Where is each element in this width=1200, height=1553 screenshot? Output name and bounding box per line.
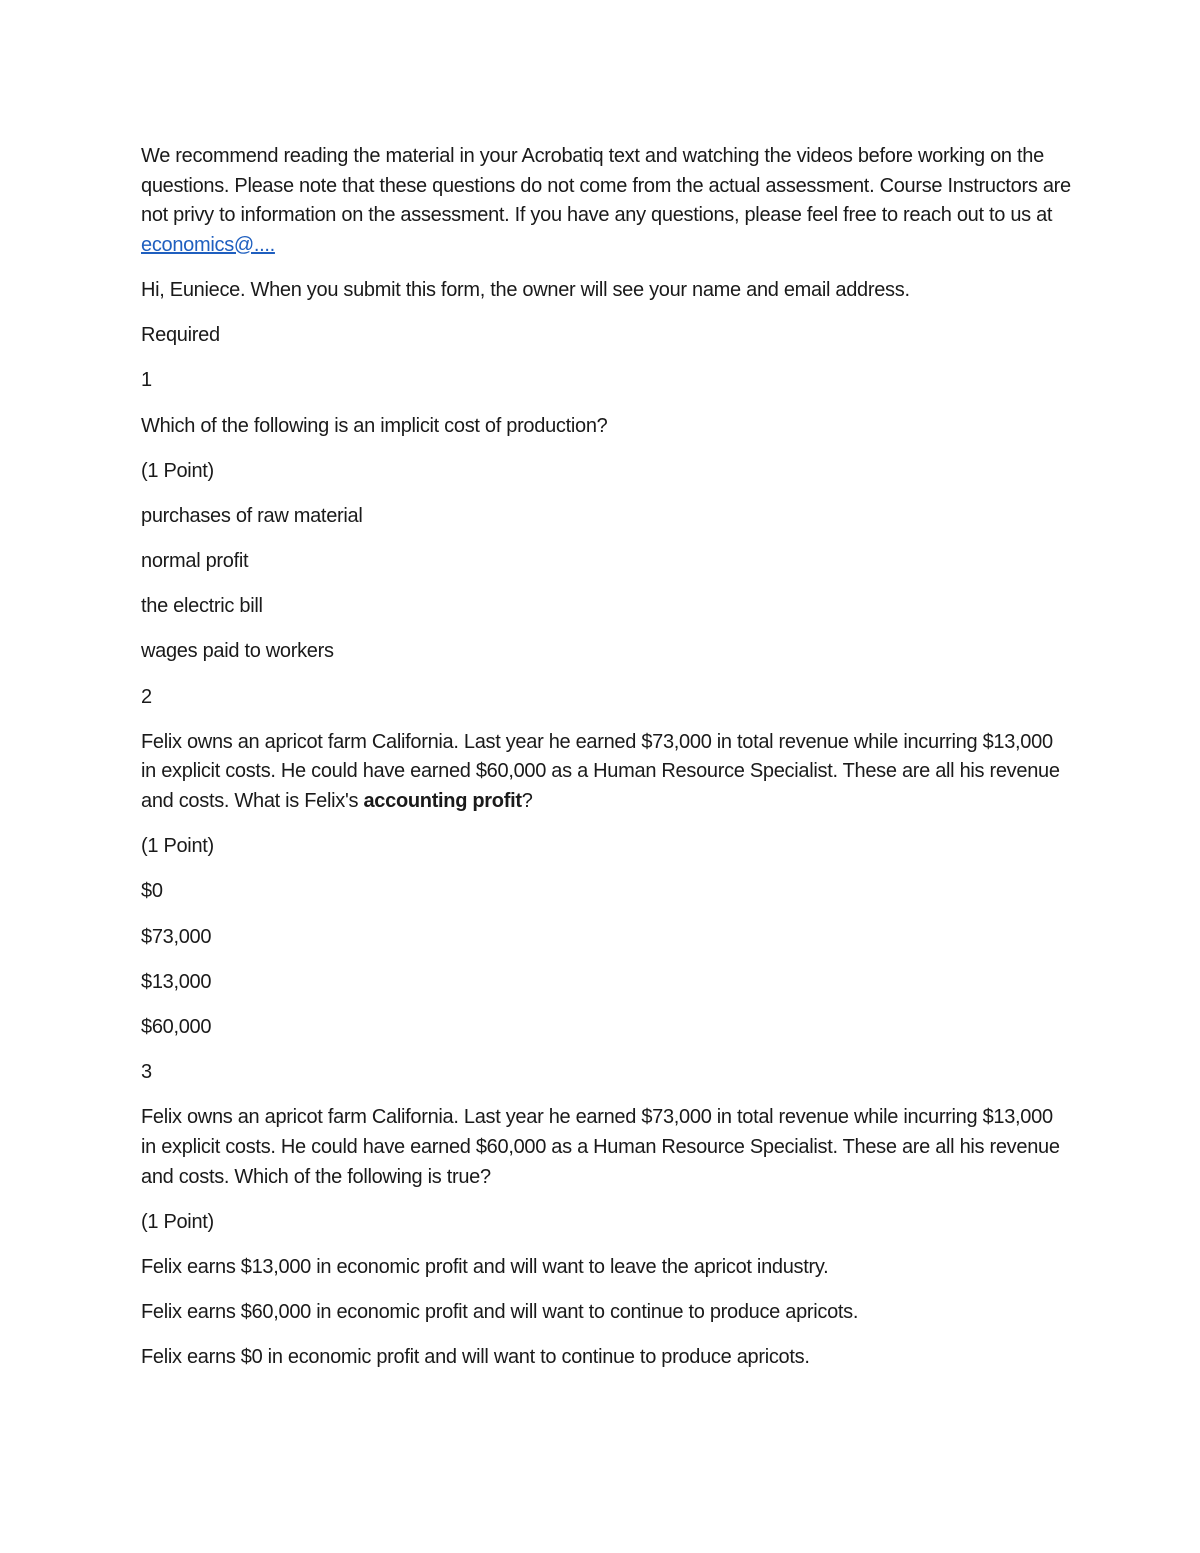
question-prompt-end: ? [521, 790, 533, 813]
document-page [141, 142, 1071, 1388]
question-prompt-emphasis: accounting profit [363, 790, 522, 813]
answer-option[interactable]: Felix earns $0 in economic profit and will want to continue to produce apricots. [141, 1346, 810, 1369]
email-link[interactable]: economics@.... [141, 233, 275, 256]
question-points: (1 Point) [141, 835, 214, 858]
answer-option[interactable]: $73,000 [141, 925, 212, 948]
answer-option[interactable]: Felix earns $60,000 in economic profit and will want to continue to produce apricots. [141, 1301, 859, 1324]
question-points: (1 Point) [141, 1210, 214, 1233]
question-points: (1 Point) [141, 459, 214, 482]
question-number: 2 [141, 685, 152, 708]
question-prompt-text: Felix owns an apricot farm California. Last year he earned $73,000 in total revenue while incurring $13,000 in explicit costs. He could have earned $60,000 as a Human Resource Specialist. These are all his revenue and costs. What is Felix's [141, 730, 1060, 813]
answer-option[interactable]: $60,000 [141, 1015, 212, 1038]
intro-paragraph [141, 142, 1071, 260]
answer-option[interactable]: the electric bill [141, 595, 263, 618]
question-number: 1 [141, 369, 152, 392]
question-prompt: Which of the following is an implicit cost of production? [141, 414, 608, 437]
question-number: 3 [141, 1061, 152, 1084]
question-prompt: Felix owns an apricot farm California. Last year he earned $73,000 in total revenue while incurring $13,000 in explicit costs. He could have earned $60,000 as a Human Resource Specialist. These are all his revenue and costs. Which of the following is true? [141, 1106, 1060, 1188]
answer-option[interactable]: purchases of raw material [141, 504, 363, 527]
answer-option[interactable]: normal profit [141, 550, 249, 573]
submission-notice: Hi, Euniece. When you submit this form, the owner will see your name and email address. [141, 278, 910, 301]
answer-option[interactable]: Felix earns $13,000 in economic profit and will want to leave the apricot industry. [141, 1255, 829, 1278]
required-label: Required [141, 324, 220, 347]
question-prompt [141, 728, 1071, 817]
answer-option[interactable]: wages paid to workers [141, 640, 334, 663]
answer-option[interactable]: $13,000 [141, 970, 212, 993]
intro-text: We recommend reading the material in your Acrobatiq text and watching the videos before working on the questions. Please note that these questions do not come from the actual assessment. Course Instructors are not privy to information on the assessment. If you have any questions, please feel free to reach out to us at [141, 145, 1071, 227]
answer-option[interactable]: $0 [141, 880, 163, 903]
